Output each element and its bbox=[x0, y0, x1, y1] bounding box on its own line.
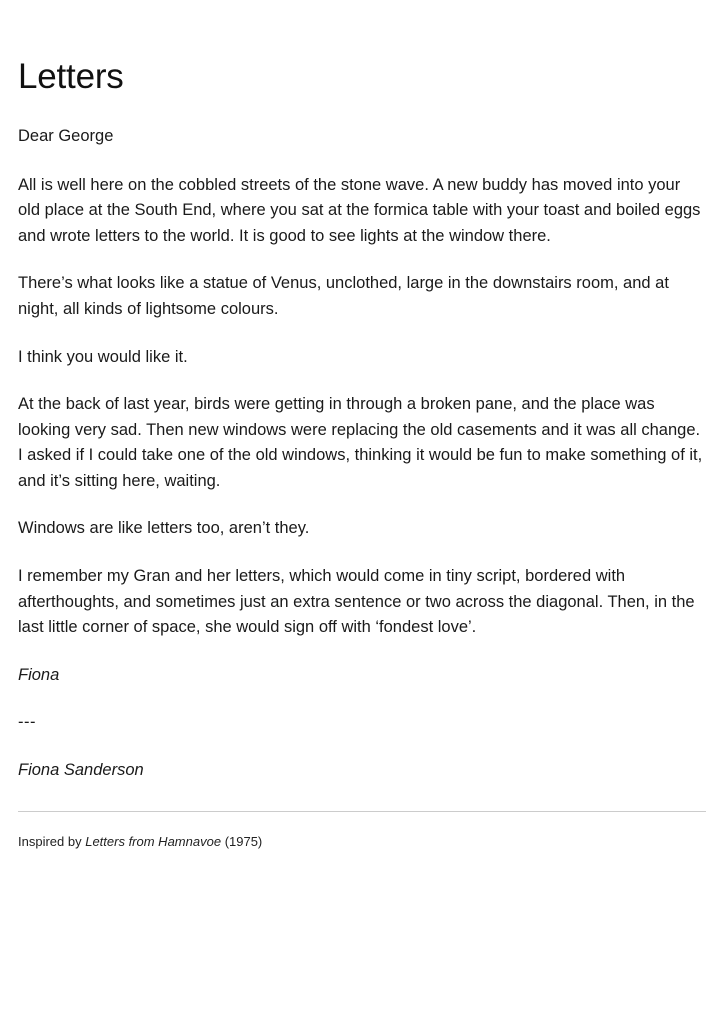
footnote-source-title: Letters from Hamnavoe bbox=[85, 834, 222, 850]
letter-paragraph: Windows are like letters too, aren’t they. bbox=[18, 519, 310, 538]
footnote bbox=[18, 832, 706, 852]
page-title: Letters bbox=[18, 57, 124, 96]
letter-signature: Fiona bbox=[18, 665, 60, 684]
text-divider: --- bbox=[18, 713, 36, 732]
author-name: Fiona Sanderson bbox=[18, 760, 144, 779]
letter-paragraph: I think you would like it. bbox=[18, 347, 188, 366]
letter-paragraph: At the back of last year, birds were getting in through a broken pane, and the place was looking very sad. Then new windows were replacing the old casements and it was all change. I asked if I could take one of the old windows, thinking it would be fun to make something of it, and it’s sitting here, waiting. bbox=[18, 395, 703, 490]
footnote-suffix: (1975) bbox=[224, 834, 263, 850]
letter-paragraph: I remember my Gran and her letters, which would come in tiny script, bordered with afterthoughts, and sometimes just an extra sentence or two across the diagonal. Then, in the last little corner of space, she would sign off with ‘fondest love’. bbox=[18, 566, 695, 637]
horizontal-rule bbox=[18, 811, 706, 812]
footnote-prefix: Inspired by bbox=[18, 834, 82, 850]
letter-paragraph: All is well here on the cobbled streets of the stone wave. A new buddy has moved into your old place at the South End, where you sat at the formica table with your toast and boiled eggs and wrote letters to the world. It is good to see lights at the window there. bbox=[18, 175, 701, 245]
letter-paragraph: There’s what looks like a statue of Venus, unclothed, large in the downstairs room, and at night, all kinds of lightsome colours. bbox=[18, 274, 669, 318]
letter-salutation: Dear George bbox=[18, 127, 114, 145]
